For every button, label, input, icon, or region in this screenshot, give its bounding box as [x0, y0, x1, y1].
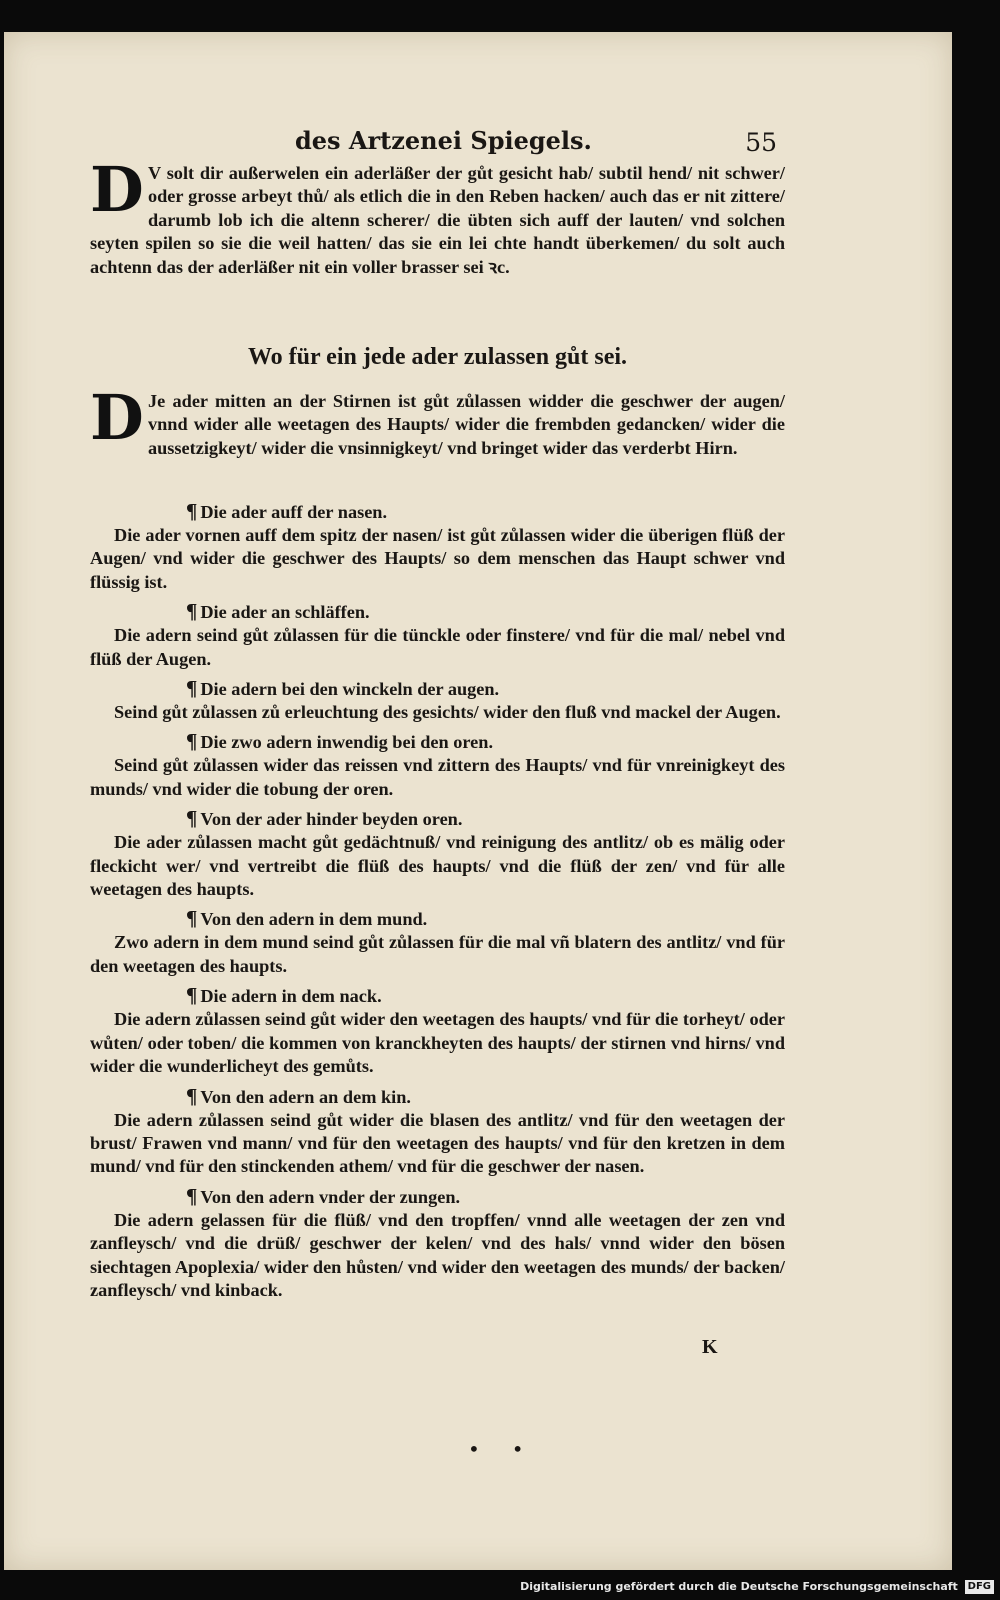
section-text: Seind gůt zůlassen zů erleuchtung des gesichts/ wider den fluß vnd mackel der Augen. [114, 702, 781, 723]
section-heading: ¶ Von den adern an dem kin. [186, 1083, 411, 1108]
book-page [4, 32, 952, 1570]
section-heading: ¶ Von den adern in dem mund. [186, 906, 428, 931]
page-number: 55 [745, 128, 777, 157]
section [90, 1085, 785, 1179]
section [90, 907, 785, 978]
section [90, 500, 785, 594]
main-heading: Wo für ein jede ader zulassen gůt sei. [247, 344, 628, 370]
section [90, 984, 785, 1078]
pilcrow-icon: ¶ [186, 906, 198, 931]
section-heading: ¶ Die adern bei den winckeln der augen. [186, 676, 500, 701]
pilcrow-icon: ¶ [186, 729, 198, 754]
pilcrow-icon: ¶ [186, 499, 198, 523]
running-head [90, 122, 785, 158]
first-paragraph-text: Je ader mitten an der Stirnen ist gůt zůlassen widder die geschwer der augen/ vnnd wider alle weetagen des Haupts/ wider die frembden gedancken/ wider die aussetzigkeyt/ wider die vnsinnigkeyt/ vnd bringet wider das verderbt Hirn. [148, 391, 785, 458]
pilcrow-icon: ¶ [186, 983, 198, 1008]
section-heading: ¶ Von den adern vnder der zungen. [186, 1183, 461, 1208]
section-text: Die adern seind gůt zůlassen für die tünckle oder finstere/ vnd für die mal/ nebel vnd flüß der Augen. [90, 625, 785, 669]
digitization-banner [520, 1576, 994, 1598]
section [90, 807, 785, 901]
section-heading: ¶ Die adern in dem nack. [186, 983, 382, 1008]
section-text: Die adern gelassen für die flüß/ vnd den tropffen/ vnnd alle weetagen der zen vnd zanfleysch/ vnd die drüß/ geschwer der kelen/ vnd des hals/ vnnd wider den bösen siechtagen Apoplexia/ wider den hůsten/ vnd wider den weetagen des munds/ der backen/ zanfleysch/ vnd kinback. [90, 1209, 785, 1300]
decorative-dots: •• [468, 1437, 556, 1461]
pilcrow-icon: ¶ [186, 599, 198, 624]
section [90, 730, 785, 801]
intro-text: V solt dir außerwelen ein aderläßer der gůt gesicht hab/ subtil hend/ nit schwer/ oder grosse arbeyt thů/ als etlich die in den Reben hacken/ auch das er nit zittere/ darumb lob ich die altenn scherer/ die übten sich auff der lauten/ vnd solchen seyten spilen so sie die weil hatten/ das sie ein lei chte handt überkemen/ du solt auch achtenn das der aderläßer nit ein voller brasser sei ꝛc. [90, 163, 785, 277]
section-text: Die adern zůlassen seind gůt wider den weetagen des haupts/ vnd für die torheyt/ oder wůten/ oder toben/ die kommen von kranckheyten des haupts/ der stirnen vnd hirns/ vnd wider die wunderlicheyt des gemůts. [90, 1009, 785, 1077]
intro-initial: D [90, 153, 144, 226]
running-head-title: des Artzenei Spiegels. [295, 126, 592, 155]
pilcrow-icon: ¶ [186, 676, 198, 701]
section-text: Die ader vornen auff dem spitz der nasen/ ist gůt zůlassen wider die überigen flüß der Augen/ vnd wider die geschwer des Haupts/ so dem menschen das Haupt schwer vnd flüssig ist. [90, 525, 785, 592]
section-text: Zwo adern in dem mund seind gůt zůlassen für die mal vñ blatern des antlitz/ vnd für den weetagen des haupts. [90, 932, 785, 976]
section [90, 1185, 785, 1303]
section-text: Die ader zůlassen macht gůt gedächtnuß/ vnd reinigung des antlitz/ ob es mälig oder fleckicht wer/ vnd vertreibt die flüß des haupts/ vnd die flüß der zen/ vnd für alle weetagen des haupts. [90, 832, 785, 900]
pilcrow-icon: ¶ [186, 1083, 198, 1108]
signature-mark: K [702, 1336, 718, 1358]
section-heading: ¶ Die ader auff der nasen. [186, 499, 388, 523]
section-heading: ¶ Die zwo adern inwendig bei den oren. [186, 729, 494, 754]
section-text: Seind gůt zůlassen wider das reissen vnd zittern des Haupts/ vnd für vnreinigkeyt des munds/ vnd wider die tobung der oren. [90, 755, 785, 799]
sections-list [90, 500, 785, 1308]
banner-text: Digitalisierung gefördert durch die Deutsche Forschungsgemeinschaft [520, 1580, 958, 1593]
first-paragraph [90, 381, 785, 460]
first-initial: D [90, 381, 144, 454]
dfg-logo: DFG [965, 1580, 994, 1594]
section [90, 600, 785, 671]
section-text: Die adern zůlassen seind gůt wider die blasen des antlitz/ vnd für den weetagen der brust/ Frawen vnd mann/ vnd für den weetagen des haupts/ vnd für den kretzen in dem mund/ vnd für den stinckenden athem/ vnd für die geschwer der nasen. [90, 1109, 785, 1177]
section [90, 677, 785, 724]
pilcrow-icon: ¶ [186, 806, 198, 831]
pilcrow-icon: ¶ [186, 1183, 198, 1208]
intro-paragraph [90, 153, 785, 279]
section-heading: ¶ Von der ader hinder beyden oren. [186, 806, 463, 831]
section-heading: ¶ Die ader an schläffen. [186, 599, 370, 624]
